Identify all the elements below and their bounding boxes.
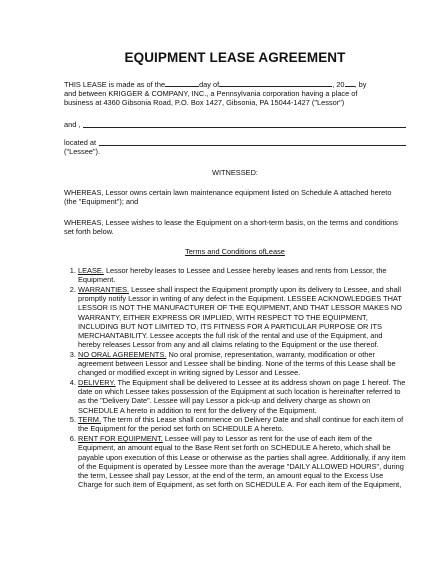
intro-line-3: business at 4360 Gibsonia Road, P.O. Box 1427, Gibsonia, PA 15044-1427 ("Lessor") <box>64 98 345 108</box>
located-label: located at <box>64 137 97 147</box>
term-item <box>78 378 406 415</box>
located-row <box>64 138 406 147</box>
term-item <box>78 434 406 489</box>
intro-paragraph <box>64 79 406 108</box>
term-text: Lessee will pay to Lessor as rent for the use of each item of the Equipment, an amount equal to the Base Rent set forth on SCHEDULE A hereto, which shall be payable upon execution of this Lease or otherwise as the parties shall agree. Additionally, if any item of the Equipment is operated by Lessee more than the average "DAILY ALLOWED HOURS", during the term, Lessee shall pay Lessor, at the end of the term, an amount equal to the Excess Use Charge for such item of Equipment, as set forth on SCHEDULE A. For each item of the Equipment, <box>78 434 406 490</box>
whereas-clause-1: WHEREAS, Lessor owns certain lawn maintenance equipment listed on Schedule A attached hereto (the "Equipment"); and <box>64 188 392 207</box>
lessee-name-blank[interactable] <box>83 120 406 128</box>
term-text: The Equipment shall be delivered to Lessee at its address shown on page 1 hereof. The date on which Lessee takes possession of the Equipment at such location is hereinafter referred to as the "Delivery Date". Lessee will pay Lessor a pick-up and delivery charge as shown on SCHEDULE A hereto in addition to rent for the delivery of the Equipment. <box>78 377 406 415</box>
term-heading: LEASE. <box>78 266 104 276</box>
term-text: Lessee shall inspect the Equipment promptly upon its delivery to Lessee, and shall promptly notify Lessor in writing of any defect in the Equipment. LESSEE ACKNOWLEDGES THAT LESSOR IS NOT THE MANUFACTURER OF THE EQUIPMENT, AND THAT LESSOR MAKES NO WARRANTY, EITHER EXPRESS OR IMPLIED, WITH RESPECT TO THE EQUIPMENT, INCLUDING BUT NOT LIMITED TO, ITS FITNESS FOR A PARTICULAR PURPOSE OR ITS MERCHANTABILITY. Lessee accepts the full risk of the rental and use of the Equipment, and hereby releases Lessor from any and all claims relating to the Equipment or the use thereof. <box>78 284 403 350</box>
year-blank[interactable] <box>345 79 355 87</box>
term-item <box>78 266 406 284</box>
term-item <box>78 350 406 378</box>
day-blank[interactable] <box>165 79 199 87</box>
terms-list <box>64 266 406 489</box>
term-text: The term of this Lease shall commence on Delivery Date and shall continue for each item of the Equipment for the period set forth on SCHEDULE A hereto. <box>78 415 404 434</box>
and-label: and , <box>64 119 81 129</box>
term-item <box>78 415 406 433</box>
term-heading: NO ORAL AGREEMENTS. <box>78 349 167 359</box>
month-blank[interactable] <box>219 79 332 87</box>
term-heading: DELIVERY. <box>78 377 116 387</box>
intro-part-4: , by <box>354 80 367 89</box>
and-row <box>64 120 406 129</box>
whereas-clause-2: WHEREAS, Lessee wishes to lease the Equipment on a short-term basis, on the terms and conditions set forth below. <box>64 217 398 236</box>
lessee-address-blank[interactable] <box>99 138 406 146</box>
intro-part-3: , 20 <box>332 80 345 89</box>
lessee-label: ("Lessee"). <box>64 147 101 157</box>
term-text: Lessor hereby leases to Lessee and Lessee hereby leases and rents from Lessor, the Equipment. <box>78 266 387 285</box>
term-heading: TERM. <box>78 415 101 425</box>
term-heading: RENT FOR EQUIPMENT. <box>78 434 163 444</box>
term-heading: WARRANTIES. <box>78 284 130 294</box>
terms-heading-text: Terms and Conditions ofLease <box>185 247 285 257</box>
intro-line-1 <box>64 79 406 89</box>
terms-heading <box>64 247 406 256</box>
witnessed-heading: WITNESSED: <box>212 168 258 178</box>
term-text: No oral promise, representation, warranty, modification or other agreement between Lessor and Lessee shall be binding. None of the terms of this Lease shall be changed or modified except in writing signed by Lessor and Lessee. <box>78 349 396 378</box>
document-title: EQUIPMENT LEASE AGREEMENT <box>124 50 346 65</box>
term-item <box>78 285 406 349</box>
intro-part-2: day of <box>199 80 220 89</box>
intro-part-1: THIS LEASE is made as of the <box>64 80 166 89</box>
intro-line-2: and between KRIGGER & COMPANY, INC., a Pennsylvania corporation having a place of <box>64 89 358 99</box>
